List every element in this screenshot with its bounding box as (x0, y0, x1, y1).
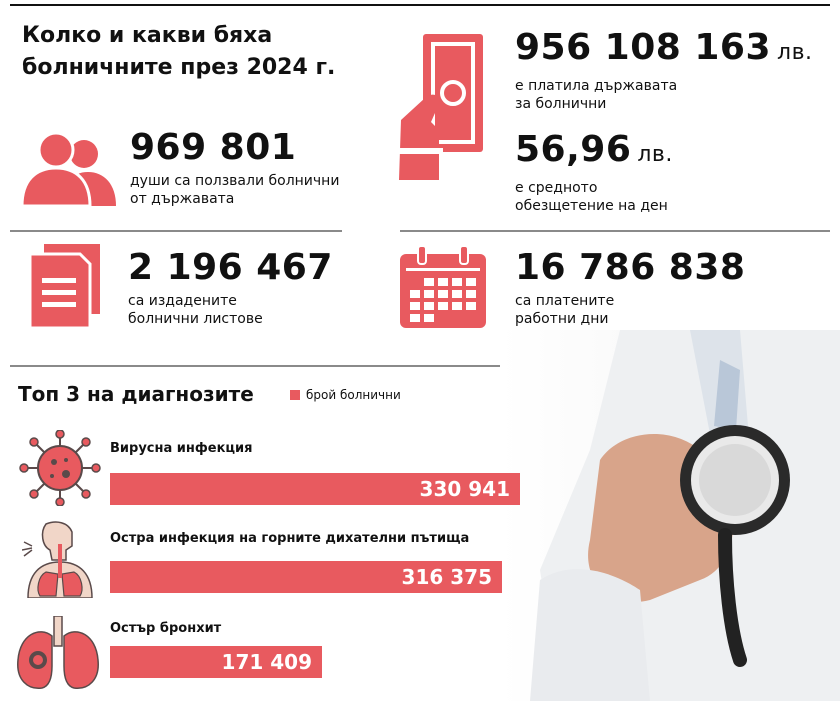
bar: 330 941 (110, 473, 520, 505)
stat-daily-desc: е средното обезщетение на ден (515, 180, 668, 214)
divider-bottom (10, 365, 520, 367)
doctor-photo (500, 330, 840, 701)
chart-title: Топ 3 на диагнозите (18, 382, 254, 406)
stat-paid (515, 28, 835, 113)
stat-daily (515, 130, 835, 215)
stat-paid-value: 956 108 163 (515, 27, 772, 68)
top-rule (10, 4, 830, 6)
virus-icon (18, 430, 102, 506)
respiratory-system-icon (22, 520, 98, 598)
stat-daily-unit: лв. (637, 142, 673, 167)
stat-people-desc: души са ползвали болнични от държавата (130, 173, 340, 207)
bar-category-label: Остър бронхит (110, 621, 222, 636)
legend-swatch (290, 390, 300, 400)
stat-days (515, 248, 835, 328)
stat-people-value: 969 801 (130, 127, 297, 168)
stat-days-value: 16 786 838 (515, 247, 746, 288)
people-icon (22, 132, 116, 206)
bar: 316 375 (110, 561, 502, 593)
divider-left (10, 230, 342, 232)
legend-label: брой болнични (306, 388, 401, 402)
stat-daily-value: 56,96 (515, 129, 632, 170)
stat-sheets-value: 2 196 467 (128, 247, 333, 288)
hand-money-icon (395, 30, 495, 185)
bar-category-label: Вирусна инфекция (110, 441, 253, 456)
stat-paid-desc: е платила държавата за болнични (515, 78, 678, 112)
calendar-icon (400, 246, 486, 328)
bar-category-label: Остра инфекция на горните дихателни пътища (110, 531, 470, 546)
chart-legend (290, 388, 401, 402)
stat-sheets-desc: са издадените болнични листове (128, 293, 263, 327)
lungs-icon (16, 616, 100, 692)
documents-icon (30, 244, 100, 328)
divider-right (400, 230, 830, 232)
page-title: Колко и какви бяха болничните през 2024 г. (22, 23, 336, 80)
stat-people (130, 128, 370, 208)
stat-sheets (128, 248, 368, 328)
bar: 171 409 (110, 646, 322, 678)
stat-paid-unit: лв. (777, 40, 813, 65)
stat-days-desc: са платените работни дни (515, 293, 615, 327)
